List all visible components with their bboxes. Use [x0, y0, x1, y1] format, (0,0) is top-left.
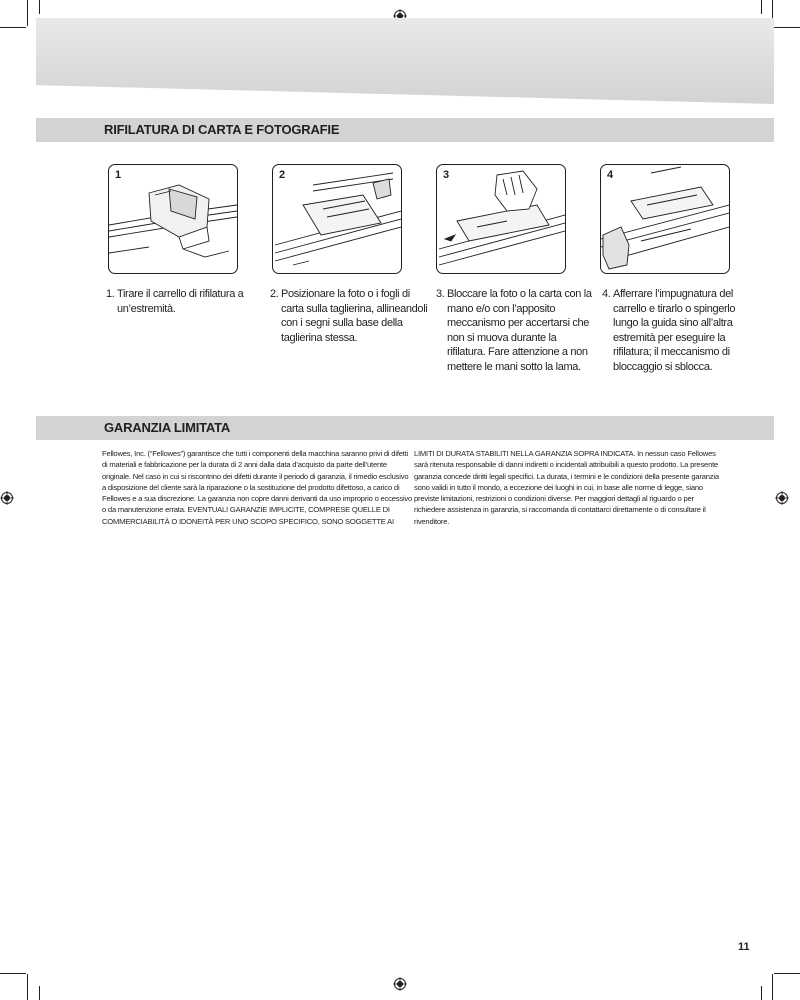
registration-mark-icon	[775, 491, 789, 505]
crop-mark	[27, 0, 28, 26]
step-2-illustration	[272, 164, 402, 274]
photo-placement-illustration	[273, 165, 401, 273]
warranty-text-column-1: Fellowes, Inc. (“Fellowes”) garantisce che tutti i componenti della macchina saranno privi di difetti di materiali e fabbricazione per la durata di 2 anni dalla data d’acquisto da parte dell’utente originale. Nel caso in cui si riscontrino dei difetti durante il periodo di garanzia, il rimedio esclusivo a disposizione del cliente sarà la riparazione o la sostituzione del prodotto difettoso, a carico di Fellowes e a sua discrezione. La garanzia non copre danni derivanti da uso improprio o eccessivo o da manutenzione errata. EVENTUALI GARANZIE IMPLICITE, COMPRESE QUELLE DI COMMERCIABILITÀ O IDONEITÀ PER UNO SCOPO SPECIFICO, SONO SOGGETTE AI	[102, 449, 413, 526]
step-2-number: 2	[279, 169, 286, 181]
hand-locking-illustration	[437, 165, 565, 273]
step-1-number: 1	[115, 169, 122, 181]
step-2-description: Posizionare la foto o i fogli di carta sulla taglierina, allineandoli con i segni sulla base della taglierina stessa.	[281, 288, 428, 344]
step-3-description: Bloccare la foto o la carta con la mano e/o con l’apposito meccanismo per accertarsi che non si muova durante la rifilatura. Fare attenzione a non mettere le mani sotto la lama.	[447, 288, 592, 373]
warranty-text-column-2: LIMITI DI DURATA STABILITI NELLA GARANZIA SOPRA INDICATA. In nessun caso Fellowes sarà ritenuta responsabile di danni indiretti o incidentali attribuibili a questo prodotto. La presente garanzia concede diritti legali specifici. La durata, i termini e le condizioni della presente garanzia sono validi in tutto il mondo, a eccezione dei luoghi in cui, in base alle norme di legge, siano previste limitazioni, restrizioni o condizioni diverse. Per maggiori dettagli al riguardo o per richiedere assistenza in garanzia, si raccomanda di contattarci direttamente o di consultare il rivenditore.	[414, 449, 719, 526]
step-1-text	[106, 287, 266, 316]
carriage-pulling-illustration	[601, 165, 729, 273]
trimming-heading: RIFILATURA DI CARTA E FOTOGRAFIE	[104, 122, 340, 137]
registration-mark-icon	[0, 491, 14, 505]
step-1-list-number: 1.	[106, 288, 115, 300]
page-number: 11	[738, 941, 750, 953]
step-3-number: 3	[443, 169, 450, 181]
crop-mark	[761, 986, 762, 1000]
crop-mark	[27, 974, 28, 1000]
crop-mark	[774, 27, 800, 28]
crop-mark	[761, 0, 762, 14]
warranty-section-bar	[36, 416, 774, 440]
step-4-list-number: 4.	[602, 288, 611, 300]
step-2-list-number: 2.	[270, 288, 279, 300]
step-1-illustration	[108, 164, 238, 274]
registration-mark-icon	[393, 977, 407, 991]
step-4-number: 4	[607, 169, 614, 181]
step-3-illustration	[436, 164, 566, 274]
step-2-text	[270, 287, 430, 345]
step-1-description: Tirare il carrello di rifilatura a un’estremità.	[117, 288, 244, 315]
crop-mark	[39, 986, 40, 1000]
step-4-text	[602, 287, 762, 374]
crop-mark	[0, 27, 26, 28]
crop-mark	[772, 974, 773, 1000]
step-4-description: Afferrare l’impugnatura del carrello e tirarlo o spingerlo lungo la guida sino all’altra estremità per eseguire la rifilatura; il meccanismo di bloccaggio si sblocca.	[613, 288, 736, 373]
warranty-heading: GARANZIA LIMITATA	[104, 420, 231, 435]
crop-mark	[39, 0, 40, 14]
crop-mark	[0, 973, 26, 974]
step-3-list-number: 3.	[436, 288, 445, 300]
trimming-section-bar	[36, 118, 774, 142]
trimmer-carriage-illustration	[109, 165, 237, 273]
crop-mark	[774, 973, 800, 974]
step-3-text	[436, 287, 596, 374]
step-4-illustration	[600, 164, 730, 274]
header-banner	[36, 18, 774, 104]
